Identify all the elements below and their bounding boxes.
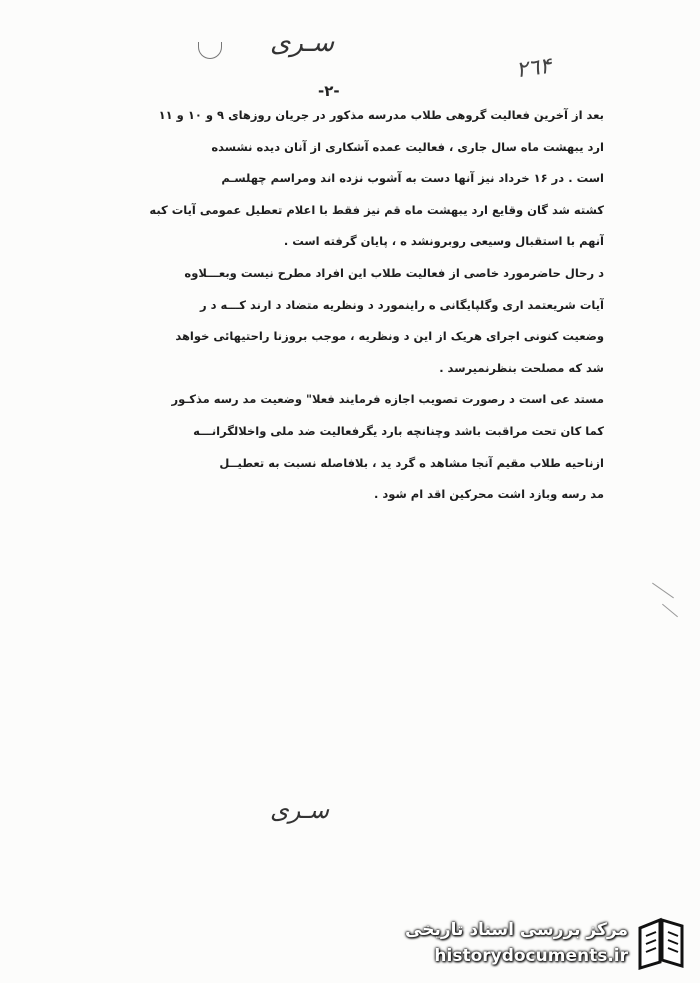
- body-line: آنهم با استقبال وسیعی روبرونشد ه ، پایان گرفته است .: [283, 234, 604, 249]
- watermark-url: historydocuments.ir: [434, 946, 628, 966]
- body-line: شد که مصلحت بنظرنمیرسد .: [439, 360, 604, 375]
- body-line: آیات شریعتمد اری وگلپایگانی ه راینمورد د ونظریه متضاد د ارند کـــه د ر: [199, 297, 604, 312]
- body-line: است . در ۱۶ خرداد نیز آنها دست به آشوب نزده اند ومراسم چهلسـم: [221, 171, 604, 186]
- body-line: د رحال حاضرمورد خاصی از فعالیت طلاب این افراد مطرح نیست وبعـــلاوه: [184, 265, 604, 280]
- scan-artifact: [662, 604, 678, 618]
- body-line: بعد از آخرین فعالیت گروهی طلاب مدرسه مذکور در جریان روزهای ۹ و ۱۰ و ۱۱: [158, 108, 604, 122]
- footer-classification-stamp: سـرى: [270, 796, 330, 824]
- body-line: ازناحیه طلاب مقیم آنجا مشاهد ه گرد ید ، بلافاصله نسبت به تعطیــل: [219, 455, 604, 470]
- body-line: مد رسه وبازد اشت محرکین اقد ام شود .: [374, 487, 604, 502]
- scan-artifact: [652, 583, 674, 599]
- header-classification-stamp: سـرى: [270, 28, 335, 58]
- page-number: -٢-: [318, 82, 340, 100]
- watermark: [405, 912, 692, 974]
- ink-mark: [198, 42, 222, 59]
- watermark-title: مرکز بررسی اسناد تاریخی: [405, 920, 628, 940]
- document-body: [72, 108, 604, 519]
- body-line: مستد عی است د رصورت تصویب اجازه فرمایند فعلا" وضعیت مد رسه مذکـور: [171, 392, 604, 407]
- body-line: ارد یبهشت ماه سال جاری ، فعالیت عمده آشکاری از آنان دیده نشسده: [211, 139, 604, 154]
- book-logo-icon: [634, 914, 688, 970]
- body-line: کشته شد گان وقایع ارد یبهشت ماه قم نیز فقط با اعلام تعطیل عمومی آیات کبه: [149, 202, 604, 217]
- handwritten-margin-note: ٢٦۴: [514, 53, 554, 84]
- body-line: کما کان تحت مراقبت باشد وچنانچه بارد یگرفعالیت ضد ملی واخلالگرانـــه: [193, 423, 604, 438]
- body-line: وضعیت کنونی اجرای هریک از این د ونظریه ، موجب بروزنا راحتیهائی خواهد: [175, 329, 604, 344]
